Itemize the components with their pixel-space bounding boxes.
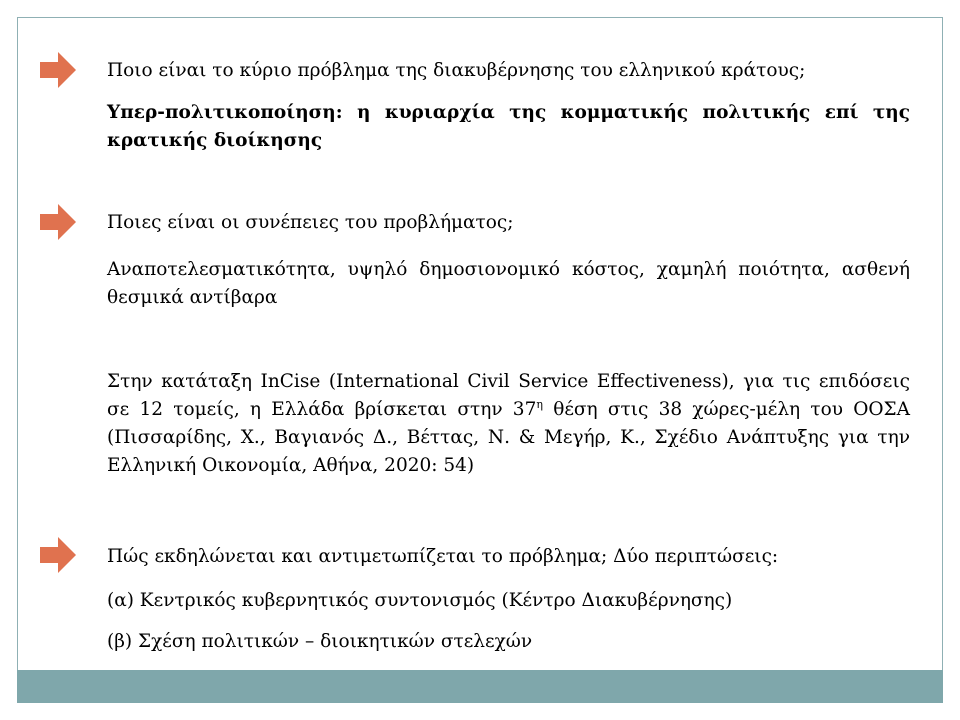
question-2: Ποιες είναι οι συνέπειες του προβλήματος; — [107, 212, 514, 233]
footer-band — [17, 670, 943, 703]
answer-2: Αναποτελεσματικότητα, υψηλό δημοσιονομικό κόστος, χαμηλή ποιότητα, ασθενή θεσμικά αντίβαρα — [107, 259, 910, 308]
question-1: Ποιο είναι το κύριο πρόβλημα της διακυβέρνησης του ελληνικού κράτους; — [107, 60, 806, 81]
right-arrow-icon — [38, 202, 78, 242]
answer-1: Υπερ-πολιτικοποίηση: η κυριαρχία της κομματικής πολιτικής επί της κρατικής διοίκησης — [107, 102, 910, 151]
incise-note — [107, 368, 910, 480]
question-3: Πώς εκδηλώνεται και αντιμετωπίζεται το πρόβλημα; Δύο περιπτώσεις: — [107, 546, 779, 567]
right-arrow-icon — [38, 535, 78, 575]
case-a: (α) Κεντρικός κυβερνητικός συντονισμός (Κέντρο Διακυβέρνησης) — [107, 590, 733, 611]
case-b: (β) Σχέση πολιτικών – διοικητικών στελεχών — [107, 631, 533, 652]
right-arrow-icon — [38, 50, 78, 90]
incise-note-sup: η — [536, 397, 543, 411]
incise-note-part2: θέση στις 38 χώρες-μέλη του ΟΟΣΑ (Πισσαρίδης, Χ., Βαγιανός Δ., Βέττας, Ν. & Μεγήρ, Κ., Σχέδιο Ανάπτυξης για την Ελληνική Οικονομία, Αθήνα, 2020: 54) — [107, 399, 910, 476]
incise-note-part1: Στην κατάταξη InCise (International Civil Service Effectiveness), για τις επιδόσεις σε 12 τομείς, η Ελλάδα βρίσκεται στην 37 — [107, 371, 910, 420]
